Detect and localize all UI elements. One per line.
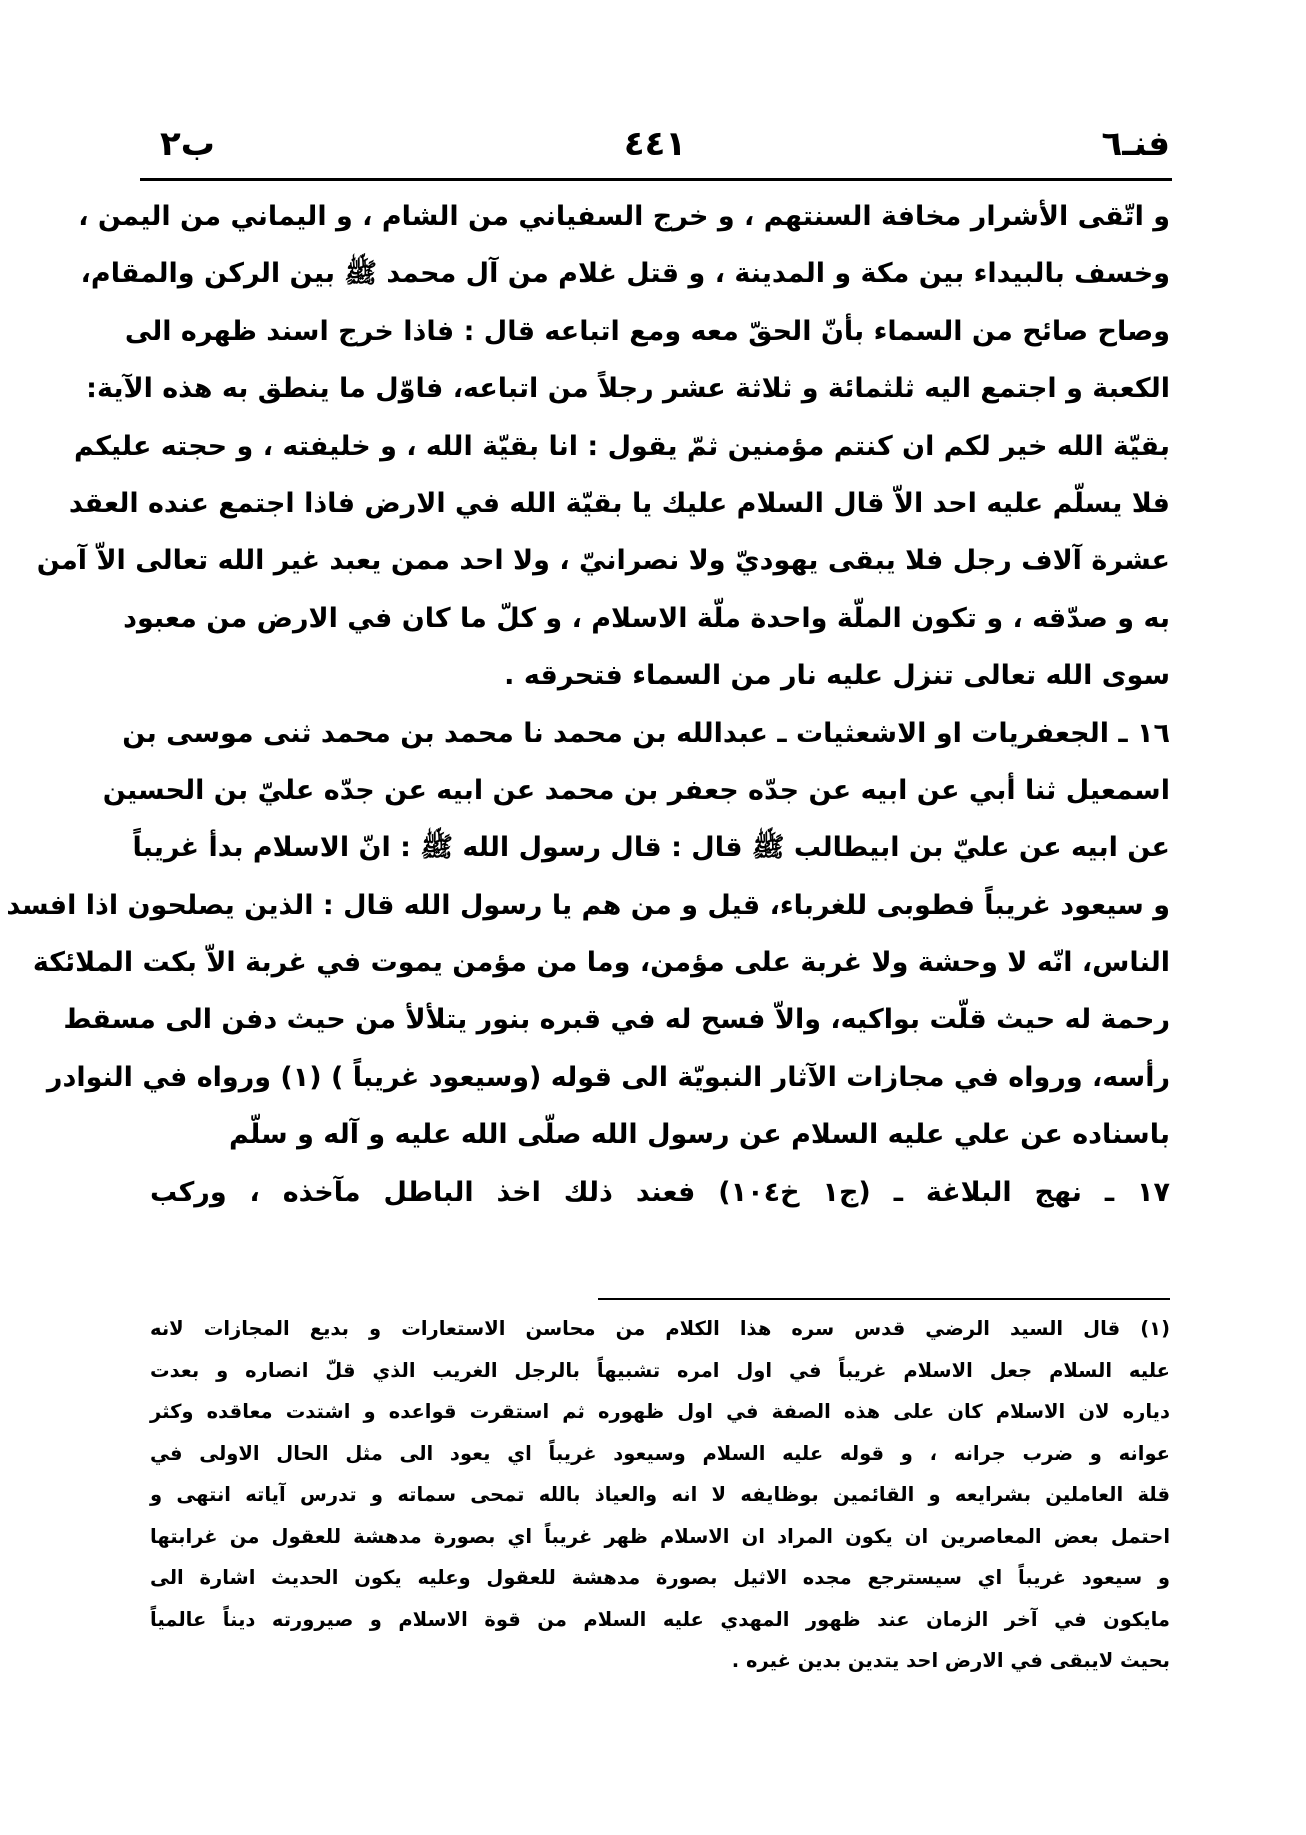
text-line: بقيّة الله خير لكم ان كنتم مؤمنين ثمّ يقول : انا بقيّة الله ، و خليفته ، و حجته عليكم (74, 430, 1170, 462)
footnote-line: و سيعود غريباً اي سيسترجع مجده الاثيل بصورة مدهشة للعقول وعليه يكون الحديث اشارة الى (150, 1566, 1170, 1589)
text-line: عشرة آلاف رجل فلا يبقى يهوديّ ولا نصرانيّ ، ولا احد ممن يعبد غير الله تعالى الاّ آمن (36, 545, 1170, 577)
text-line: الكعبة و اجتمع اليه ثلثمائة و ثلاثة عشر رجلاً من اتباعه، فاوّل ما ينطق به هذه الآية: (86, 373, 1170, 405)
header-chapter-label: فنـ٦ (1101, 124, 1170, 164)
footnote-line: عوانه و ضرب جرانه ، و قوله عليه السلام وسيعود غريباً اي يعود الى مثل الحال الاولى في (150, 1441, 1170, 1465)
text-line: و سيعود غريباً فطوبى للغرباء، قيل و من هم يا رسول الله قال : الذين يصلحون اذا افسد (6, 889, 1170, 921)
main-text (6, 188, 1170, 1221)
page-number: ٤٤١ (623, 124, 687, 164)
section-heading-16: ١٦ ـ الجعفريات او الاشعثيات ـ عبدالله بن محمد نا محمد بن محمد ثنى موسى بن (122, 717, 1170, 749)
text-line: اسمعيل ثنا أبي عن ابيه عن جدّه جعفر بن محمد عن ابيه عن جدّه عليّ بن الحسين (102, 774, 1170, 806)
header-rule (140, 178, 1172, 181)
text-line: عن ابيه عن عليّ بن ابيطالب ﷺ قال : قال رسول الله ﷺ : انّ الاسلام بدأ غريباً (132, 832, 1170, 864)
footnote-line: احتمل بعض المعاصرين ان يكون المراد ان الاسلام ظهر غريباً اي بصورة مدهشة للعقول من غرابتها (150, 1524, 1170, 1548)
footnote (150, 1308, 1170, 1682)
text-line: و اتّقى الأشرار مخافة السنتهم ، و خرج السفياني من الشام ، و اليماني من اليمن ، (78, 201, 1170, 232)
footnote-line: بحيث لايبقى في الارض احد يتدين بدين غيره . (731, 1649, 1170, 1672)
text-line: رأسه، ورواه في مجازات الآثار النبويّة الى قوله (وسيعود غريباً ) (١) ورواه في النوادر (46, 1061, 1170, 1093)
text-line: سوى الله تعالى تنزل عليه نار من السماء فتحرقه . (504, 660, 1170, 692)
footnote-line: عليه السلام جعل الاسلام غريباً في اول امره تشبيهاً بالرجل الغريب الذي قلّ انصاره و بعدت (150, 1358, 1170, 1382)
footnote-rule (598, 1298, 1170, 1300)
text-line: به و صدّقه ، و تكون الملّة واحدة ملّة الاسلام ، و كلّ ما كان في الارض من معبود (123, 602, 1170, 634)
section-heading-17: ١٧ ـ نهج البلاغة ـ (ج١ خ١٠٤) فعند ذلك اخذ الباطل مآخذه ، وركب (150, 1176, 1170, 1208)
text-line: الناس، انّه لا وحشة ولا غربة على مؤمن، وما من مؤمن يموت في غربة الاّ بكت الملائكة (32, 947, 1170, 979)
text-line: باسناده عن علي عليه السلام عن رسول الله صلّى الله عليه و آله و سلّم (228, 1119, 1170, 1151)
footnote-line: (١) قال السيد الرضي قدس سره هذا الكلام من محاسن الاستعارات و بديع المجازات لانه (150, 1317, 1170, 1340)
text-line: وصاح صائح من السماء بأنّ الحقّ معه ومع اتباعه قال : فاذا خرج اسند ظهره الى (124, 315, 1170, 347)
text-line: فلا يسلّم عليه احد الاّ قال السلام عليك يا بقيّة الله في الارض فاذا اجتمع عنده العقد (68, 487, 1170, 519)
footnote-line: مايكون في آخر الزمان عند ظهور المهدي عليه السلام من قوة الاسلام و صيرورته ديناً عالمياً (150, 1607, 1170, 1631)
text-line: رحمة له حيث قلّت بواكيه، والاّ فسح له في قبره بنور يتلألأ من حيث دفن الى مسقط (63, 1004, 1170, 1036)
text-line: وخسف بالبيداء بين مكة و المدينة ، و قتل غلام من آل محمد ﷺ بين الركن والمقام، (80, 258, 1170, 290)
footnote-line: قلة العاملين بشرايعه و القائمين بوظايفه لا انه والعياذ بالله تمحى سماته و تدرس آياته انتهى و (150, 1483, 1170, 1506)
footnote-line: دياره لان الاسلام كان على هذه الصفة في اول ظهوره ثم استقرت قواعده و اشتدت معاقده وكثر (150, 1400, 1170, 1423)
header-section-label: ب٢ (160, 124, 215, 164)
page-header (140, 118, 1170, 174)
